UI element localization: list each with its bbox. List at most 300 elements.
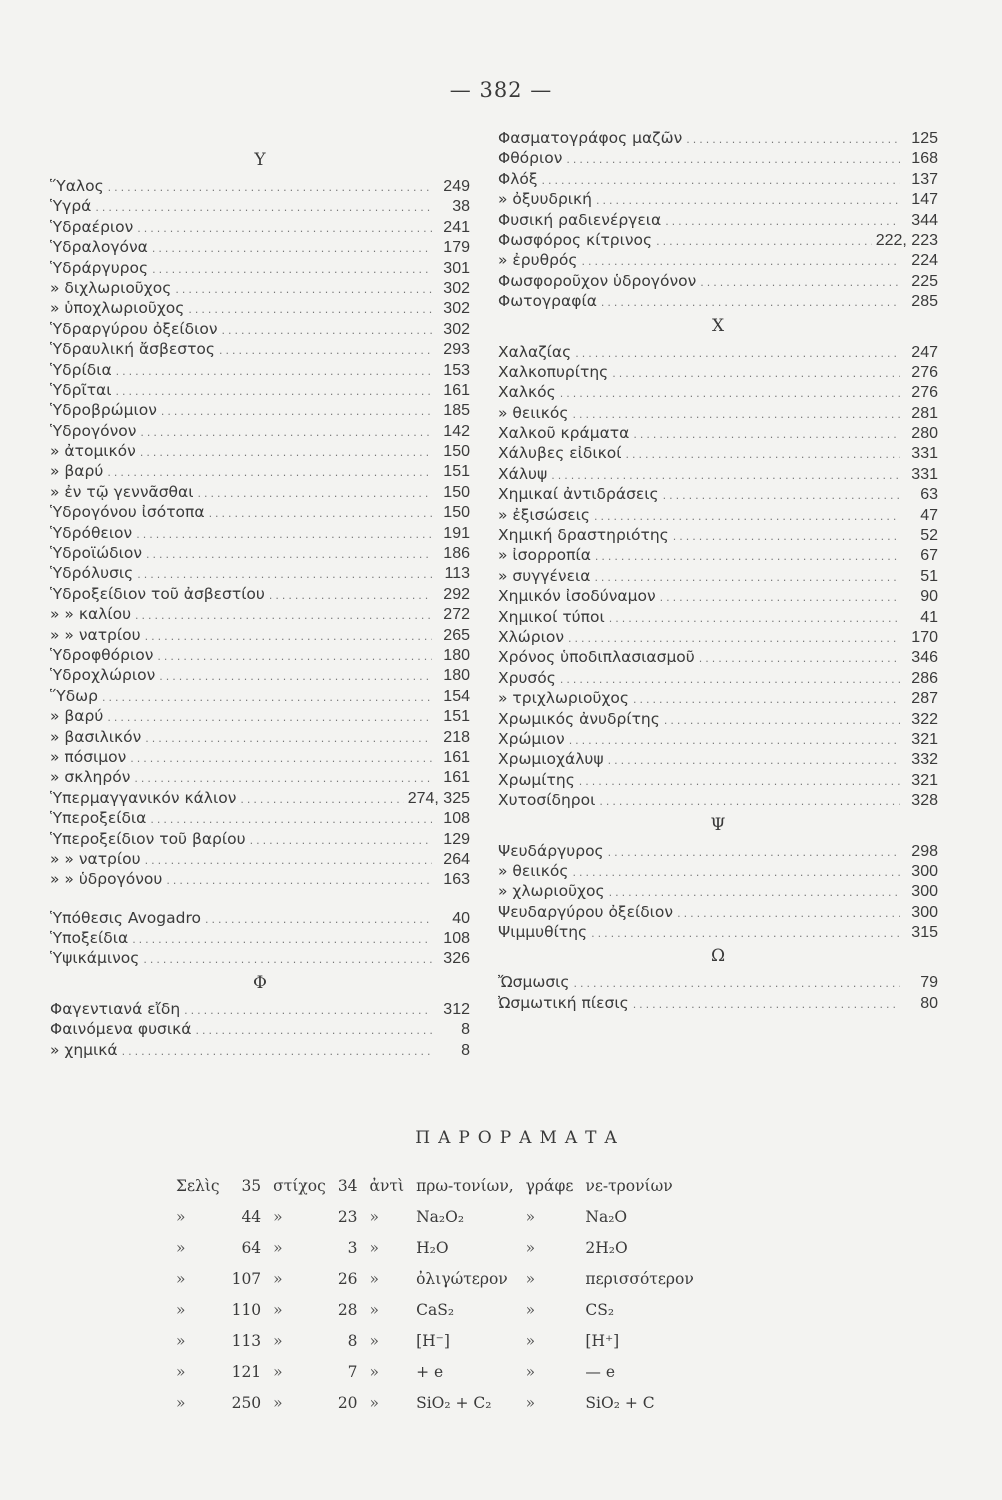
index-column-right	[498, 128, 938, 1013]
index-entry	[498, 770, 938, 790]
entry-term: Ὑδραυλική ἄσβεστος	[50, 340, 216, 359]
entry-term: Ὑδρίδια	[50, 360, 112, 379]
entry-term: Ψιμμυθίτης	[498, 923, 588, 942]
entry-pages: 186	[443, 545, 470, 563]
errata-row	[170, 1294, 700, 1325]
index-entry	[498, 128, 938, 148]
errata-cell: »	[369, 1362, 380, 1381]
section-letter: X	[711, 315, 725, 336]
entry-pages: 321	[911, 730, 938, 748]
entry-pages: 129	[443, 830, 470, 848]
errata-cell: »	[525, 1269, 536, 1288]
entry-pages: 150	[443, 443, 470, 461]
index-entry	[498, 790, 938, 810]
entry-pages: 285	[911, 293, 938, 311]
entry-term: Ὑπεροξείδιον τοῦ βαρίου	[50, 829, 246, 848]
index-entry	[50, 1019, 470, 1039]
index-entry	[498, 250, 938, 270]
entry-pages: 63	[920, 486, 938, 504]
entry-term: » βαρύ	[50, 707, 104, 726]
dot-leader	[152, 239, 432, 259]
errata-row	[170, 1170, 700, 1201]
index-entry	[498, 271, 938, 291]
dot-leader	[157, 647, 432, 667]
index-entry	[50, 421, 470, 441]
errata-cell: »	[525, 1207, 536, 1226]
entry-pages: 40	[452, 909, 470, 927]
entry-pages: 293	[443, 341, 470, 359]
entry-term: » ἐν τῷ γεννᾶσθαι	[50, 482, 194, 501]
entry-term: Χημική δραστηριότης	[498, 526, 669, 545]
index-entry	[50, 727, 470, 747]
index-entries	[50, 999, 470, 1060]
errata-cell: »	[176, 1269, 186, 1288]
errata-cell: Σελὶς	[176, 1176, 220, 1195]
entry-pages: 302	[443, 300, 470, 318]
entry-pages: 298	[911, 842, 938, 860]
dot-leader	[633, 690, 900, 710]
index-entry	[498, 382, 938, 402]
entry-pages: 300	[911, 903, 938, 921]
index-entry	[498, 525, 938, 545]
index-entries	[498, 342, 938, 811]
index-entry	[498, 688, 938, 708]
dot-leader	[137, 219, 432, 239]
errata-cell: στίχος	[273, 1176, 326, 1195]
dot-leader	[205, 910, 432, 930]
entry-term: Φαινόμενα φυσικά	[50, 1020, 192, 1039]
index-entry	[50, 502, 470, 522]
errata-cell: Na₂O₂	[416, 1207, 465, 1226]
errata-cell: 44	[241, 1207, 262, 1226]
errata-cell: 64	[241, 1238, 262, 1257]
errata-cell: »	[369, 1269, 380, 1288]
index-entry	[498, 148, 938, 168]
entry-term: » διχλωριοῦχος	[50, 278, 172, 297]
entry-pages: 8	[461, 1021, 470, 1039]
dot-leader	[107, 463, 432, 483]
entry-pages: 224	[911, 252, 938, 270]
dot-leader	[240, 790, 403, 810]
entry-term: Χρωμιοχάλυψ	[498, 750, 604, 769]
entry-term: Χαλκός	[498, 383, 556, 402]
entry-pages: 161	[443, 769, 470, 787]
entry-term: » σκληρόν	[50, 768, 131, 787]
entry-term: Χαλαζίας	[498, 342, 572, 361]
entry-term: Ὕαλος	[50, 177, 104, 195]
errata-row	[170, 1201, 700, 1232]
entry-pages: 315	[911, 924, 938, 942]
index-entry	[50, 563, 470, 583]
index-entry	[498, 607, 938, 627]
index-section	[498, 128, 938, 312]
errata-row	[170, 1356, 700, 1387]
entry-term: Ὑπερμαγγανικόν κάλιον	[50, 788, 237, 807]
index-entry	[498, 443, 938, 463]
entry-pages: 150	[443, 483, 470, 501]
dot-leader	[116, 382, 432, 402]
entry-term: Ὑδροφθόριον	[50, 645, 154, 664]
entry-term: Χαλκοπυρίτης	[498, 362, 609, 381]
errata-cell: CaS₂	[416, 1300, 455, 1319]
entry-term: Ὑδρογόνον	[50, 421, 137, 440]
index-entry	[498, 922, 938, 942]
dot-leader	[575, 344, 900, 364]
entry-pages: 264	[443, 850, 470, 868]
errata-table	[170, 1170, 700, 1418]
entry-pages: 79	[920, 974, 938, 992]
errata-cell: »	[176, 1393, 186, 1412]
entry-pages: 280	[911, 425, 938, 443]
dot-leader	[166, 871, 432, 891]
index-entry	[50, 788, 470, 808]
entry-term: » βασιλικόν	[50, 727, 142, 746]
entry-term: Χάλυψ	[498, 464, 548, 483]
dot-leader	[596, 191, 900, 211]
dot-leader	[574, 974, 901, 994]
dot-leader	[579, 772, 900, 792]
errata-cell: + e	[416, 1362, 444, 1381]
errata-cell: »	[369, 1238, 380, 1257]
dot-leader	[699, 649, 900, 669]
dot-leader	[150, 810, 432, 830]
entry-term: Ὑδροξείδιον τοῦ ἀσβεστίου	[50, 584, 265, 603]
dot-leader	[197, 484, 432, 504]
entry-pages: 331	[911, 445, 938, 463]
entry-term: » βαρύ	[50, 462, 104, 481]
entry-term: » συγγένεια	[498, 566, 591, 585]
dot-leader	[609, 609, 900, 629]
dot-leader	[665, 212, 900, 232]
entry-pages: 153	[443, 361, 470, 379]
entry-term: » θειικός	[498, 861, 569, 880]
errata-row	[170, 1263, 700, 1294]
entry-pages: 191	[443, 524, 470, 542]
entry-pages: 150	[443, 504, 470, 522]
index-entry	[50, 829, 470, 849]
dot-leader	[663, 486, 900, 506]
dot-leader	[608, 843, 900, 863]
errata-cell: CS₂	[585, 1300, 615, 1319]
dot-leader	[664, 711, 900, 731]
errata-cell: »	[273, 1362, 283, 1381]
errata-cell: »	[525, 1393, 536, 1412]
entry-pages: 185	[443, 402, 470, 420]
entry-pages: 180	[443, 667, 470, 685]
entry-term: » » καλίου	[50, 605, 132, 624]
entry-term: » θειικός	[498, 403, 569, 422]
dot-leader	[152, 260, 432, 280]
errata-cell: 121	[231, 1362, 262, 1381]
entry-pages: 161	[443, 748, 470, 766]
errata-cell: νε-τρονίων	[585, 1176, 673, 1195]
index-entry	[498, 566, 938, 586]
entry-pages: 328	[911, 792, 938, 810]
dot-leader	[566, 150, 900, 170]
entry-pages: 161	[443, 381, 470, 399]
entry-pages: 322	[911, 710, 938, 728]
index-entry	[498, 749, 938, 769]
dot-leader	[145, 729, 432, 749]
entry-pages: 108	[443, 810, 470, 828]
dot-leader	[582, 252, 901, 272]
entry-term: » ὀξυυδρική	[498, 190, 592, 209]
entry-term: Χλώριον	[498, 627, 564, 646]
entry-pages: 41	[920, 608, 938, 626]
index-entry	[50, 360, 470, 380]
index-entry	[498, 230, 938, 250]
entry-term: Ὑδραέριον	[50, 217, 134, 236]
errata-cell: SiO₂ + C₂	[416, 1393, 492, 1412]
index-entry	[50, 948, 470, 968]
index-entry	[498, 342, 938, 362]
entry-term: Ὕδωρ	[50, 686, 98, 705]
errata-cell: 2H₂O	[585, 1238, 628, 1257]
dot-leader	[700, 273, 900, 293]
index-entry	[498, 881, 938, 901]
entry-pages: 137	[911, 170, 938, 188]
entry-term: Ὑδράργυρος	[50, 258, 149, 277]
index-entry	[498, 972, 938, 992]
entry-pages: 312	[443, 1000, 470, 1018]
dot-leader	[594, 507, 900, 527]
index-entries	[498, 128, 938, 312]
page-number: — 382 —	[449, 78, 553, 102]
entry-pages: 301	[443, 259, 470, 277]
entry-term: » ἐρυθρός	[498, 251, 578, 270]
entry-term: Φωσφοροῦχον ὑδρογόνον	[498, 271, 697, 290]
entry-term: Χρυσός	[498, 668, 556, 687]
errata-cell: 34	[337, 1176, 358, 1195]
errata-cell: 110	[231, 1300, 262, 1319]
entry-pages: 154	[443, 687, 470, 705]
entry-pages: 274, 325	[407, 789, 470, 807]
entry-pages: 163	[443, 871, 470, 889]
errata-cell: »	[525, 1300, 536, 1319]
index-entry	[50, 665, 470, 685]
dot-leader	[551, 466, 900, 486]
index-section	[498, 314, 938, 811]
errata-cell: [H⁻]	[416, 1331, 450, 1350]
errata-cell: περισσότερον	[585, 1269, 694, 1288]
index-entry	[50, 928, 470, 948]
index-entry	[50, 461, 470, 481]
dot-leader	[130, 749, 432, 769]
entry-pages: 286	[911, 669, 938, 687]
errata-cell: — e	[585, 1362, 616, 1381]
entry-term: Ὑδροϊώδιον	[50, 544, 143, 563]
entry-term: » » νατρίου	[50, 849, 141, 868]
dot-leader	[188, 300, 432, 320]
index-entry	[498, 668, 938, 688]
entry-pages: 80	[920, 994, 938, 1012]
entry-term: Ὑπόθεσις Avogadro	[50, 908, 201, 927]
entry-term: Φωσφόρος κίτρινος	[498, 230, 653, 249]
errata-cell: »	[525, 1331, 536, 1350]
index-entry	[50, 584, 470, 604]
index-entry	[498, 484, 938, 504]
entry-term: Ὤσμωσις	[498, 973, 570, 992]
errata-section	[170, 1128, 810, 1418]
entry-term: » ἐξισώσεις	[498, 505, 591, 524]
dot-leader	[143, 950, 432, 970]
entry-term: Ὑποξείδια	[50, 929, 129, 948]
entry-term: » τριχλωριοῦχος	[498, 689, 630, 708]
dot-leader	[116, 362, 432, 382]
index-entry	[498, 709, 938, 729]
dot-leader	[656, 232, 872, 252]
entry-pages: 302	[443, 320, 470, 338]
index-entry	[50, 298, 470, 318]
dot-leader	[601, 293, 900, 313]
index-entry	[50, 339, 470, 359]
index-entry	[50, 176, 470, 196]
dot-leader	[107, 708, 432, 728]
index-entry	[50, 319, 470, 339]
entry-term: Ὑδροχλώριον	[50, 666, 156, 685]
entry-pages: 51	[920, 567, 938, 585]
entry-pages: 142	[443, 422, 470, 440]
entry-term: Χυτοσίδηροι	[498, 791, 596, 810]
entry-pages: 344	[911, 211, 938, 229]
errata-cell: »	[176, 1331, 186, 1350]
errata-cell: 3	[347, 1238, 358, 1257]
entry-pages: 300	[911, 883, 938, 901]
errata-cell: ὀλιγώτερον	[416, 1269, 508, 1288]
errata-cell: »	[369, 1207, 380, 1226]
index-entry	[50, 1040, 470, 1060]
entry-term: Φωτογραφία	[498, 292, 597, 311]
index-entry	[498, 586, 938, 606]
dot-leader	[219, 341, 432, 361]
entry-pages: 180	[443, 646, 470, 664]
dot-leader	[250, 831, 432, 851]
entry-pages: 113	[444, 565, 470, 583]
dot-leader	[609, 883, 900, 903]
errata-row	[170, 1232, 700, 1263]
errata-cell: SiO₂ + C	[585, 1393, 655, 1412]
errata-cell: »	[273, 1238, 283, 1257]
entry-term: Ψευδάργυρος	[498, 841, 604, 860]
dot-leader	[140, 443, 432, 463]
index-entry	[50, 808, 470, 828]
entry-pages: 302	[443, 279, 470, 297]
index-entry	[50, 258, 470, 278]
index-entries	[498, 841, 938, 943]
errata-cell: »	[369, 1393, 380, 1412]
errata-cell: »	[273, 1331, 283, 1350]
dot-leader	[594, 568, 900, 588]
entry-pages: 47	[920, 506, 938, 524]
errata-cell: »	[176, 1207, 186, 1226]
entry-term: Ὑδρόλυσις	[50, 564, 134, 583]
entry-pages: 272	[443, 606, 470, 624]
entry-pages: 249	[443, 178, 470, 195]
index-entries	[498, 972, 938, 1013]
index-entry	[50, 849, 470, 869]
index-entry	[498, 545, 938, 565]
entry-pages: 281	[911, 404, 938, 422]
entry-term: Φθόριον	[498, 149, 563, 168]
entry-term: Φαγεντιανά εἴδη	[50, 999, 181, 1018]
dot-leader	[542, 171, 901, 191]
entry-term: Χρόνος ὑποδιπλασιασμοῦ	[498, 648, 695, 667]
errata-cell: 28	[337, 1300, 358, 1319]
dot-leader	[137, 565, 432, 585]
errata-cell: 107	[231, 1269, 262, 1288]
entry-term: Χημικοί τύποι	[498, 607, 605, 626]
errata-row	[170, 1325, 700, 1356]
index-entry	[50, 237, 470, 257]
index-entry	[50, 400, 470, 420]
entry-term: Ψευδαργύρου ὀξείδιον	[498, 902, 674, 921]
index-entry	[498, 993, 938, 1013]
dot-leader	[145, 627, 432, 647]
errata-title: ΠΑΡΟΡΑΜΑΤΑ	[415, 1128, 625, 1148]
dot-leader	[633, 995, 900, 1015]
entry-pages: 321	[911, 771, 938, 789]
errata-cell: [H⁺]	[585, 1331, 620, 1350]
entry-term: Ὠσμωτική πίεσις	[498, 993, 629, 1012]
errata-cell: »	[273, 1269, 283, 1288]
errata-cell: »	[525, 1362, 536, 1381]
dot-leader	[612, 364, 900, 384]
dot-leader	[175, 280, 432, 300]
entry-term: Ὑψικάμινος	[50, 949, 140, 968]
errata-cell: »	[176, 1238, 186, 1257]
index-entry	[50, 217, 470, 237]
entry-term: Χρώμιον	[498, 729, 565, 748]
entry-term: Χαλκοῦ κράματα	[498, 424, 630, 443]
entry-pages: 287	[911, 690, 938, 708]
errata-cell: »	[369, 1300, 380, 1319]
dot-leader	[145, 851, 432, 871]
entry-pages: 151	[443, 463, 470, 481]
entry-term: Ὑδρόθειον	[50, 523, 133, 542]
dot-leader	[633, 425, 900, 445]
index-entry	[498, 403, 938, 423]
index-entry	[498, 423, 938, 443]
index-entry	[498, 861, 938, 881]
dot-leader	[560, 670, 900, 690]
index-entry	[50, 645, 470, 665]
entry-pages: 326	[443, 950, 470, 968]
entry-term: Χημικαί ἀντιδράσεις	[498, 485, 659, 504]
entry-term: Χρωμίτης	[498, 770, 575, 789]
errata-cell: γράφε	[525, 1176, 574, 1195]
entry-pages: 346	[911, 649, 938, 667]
errata-cell: 23	[337, 1207, 358, 1226]
errata-cell: »	[176, 1362, 186, 1381]
section-letter: Ω	[710, 946, 726, 967]
index-entry	[50, 625, 470, 645]
entry-pages: 265	[443, 626, 470, 644]
index-entry	[498, 647, 938, 667]
errata-cell: 7	[347, 1362, 358, 1381]
entry-pages: 90	[920, 588, 938, 606]
dot-leader	[140, 423, 432, 443]
dot-leader	[122, 1042, 432, 1062]
index-entry	[498, 841, 938, 861]
entry-term: » ἀτομικόν	[50, 442, 136, 461]
errata-row	[170, 1387, 700, 1418]
dot-leader	[108, 178, 432, 198]
errata-cell: H₂O	[416, 1238, 449, 1257]
errata-cell: 35	[241, 1176, 262, 1195]
entry-term: Χρωμικός ἀνυδρίτης	[498, 709, 660, 728]
entry-term: » » νατρίου	[50, 625, 141, 644]
dot-leader	[595, 547, 900, 567]
